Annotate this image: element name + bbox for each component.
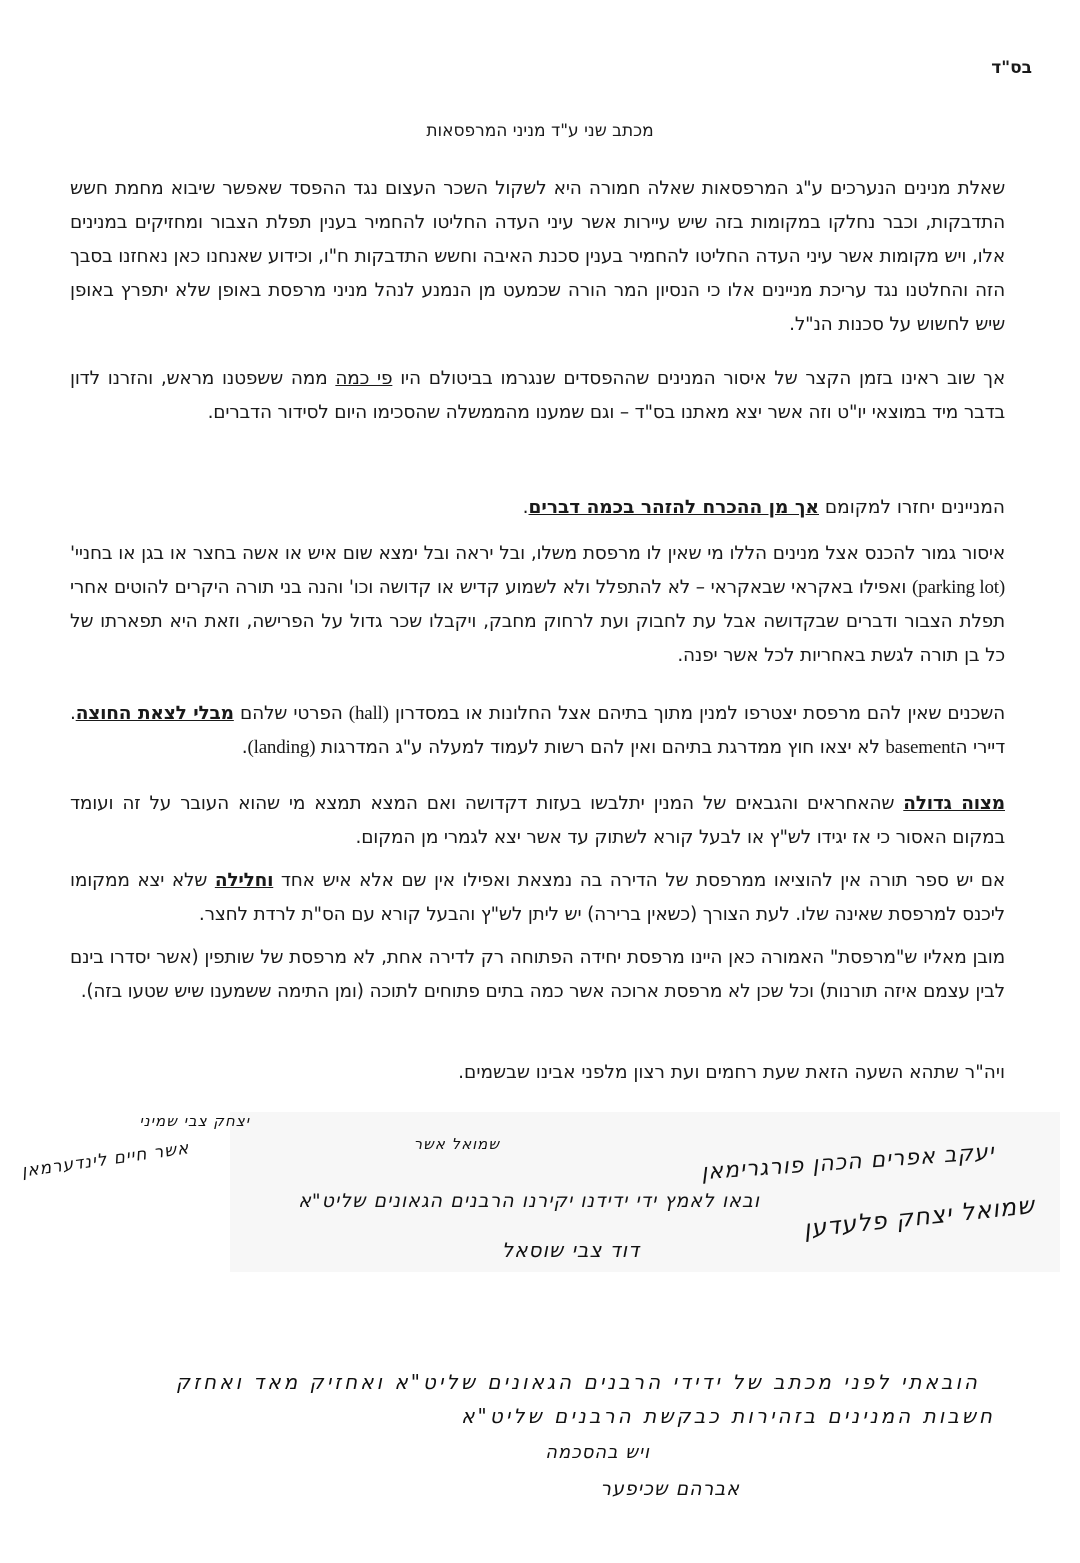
paragraph-9: ויה"ר שתהא השעה הזאת שעת רחמים ועת רצון מלפני אבינו שבשמים. xyxy=(458,1062,1005,1083)
p3-text-a: המניינים יחזרו למקומם xyxy=(819,497,1005,518)
p7-underlined: וחלילה xyxy=(214,870,274,891)
p2-text-a: אך שוב ראינו בזמן הקצר של איסור המנינים שההפסדים שנגרמו בביטולם היו xyxy=(392,368,1005,389)
endorsement-line-3: ויש בהסכמה xyxy=(545,1442,650,1463)
p4-text-b: ואפילו באקראי שבאקראי – לא להתפלל ולא לשמוע קדיש או קדושה וכו' והנה בני תורה היקרים להוטים אחרי תפלת הצבור ודברים שבקדושה אבל עת לחבוק ועת לרחוק מחבק, ויקבלו שכר גדול על הפרישה, וזאת היא תפארתו של כל בן תורה לגשת באחריות לכל אשר יפנה. xyxy=(70,577,1005,666)
signature-1: יעקב אפרים הכהן פורגרימאן xyxy=(700,1139,996,1186)
p4-text-a: איסור גמור להכנס אצל מנינים הללו מי שאין לו מרפסת משלו, ובל יראה ובל ימצא שום איש או אשה בחצר או בגן או בחניי' xyxy=(70,543,1005,564)
p4-english: (parking lot) xyxy=(912,577,1005,598)
p5-english-1: (hall) xyxy=(348,703,389,724)
endorsement-line-1: הובאתי לפני מכתב של ידידי הרבנים הגאונים שליט"א ואחזיק מאד ואחזק xyxy=(175,1370,980,1394)
paragraph-2 xyxy=(70,362,1005,430)
bsd-header: בס"ד xyxy=(991,58,1032,78)
paragraph-8: מובן מאליו ש"מרפסת" האמורה כאן היינו מרפסת יחידה הפתוחה רק לדירה אחת, לא מרפסת של שותפין (אשר יסדרו בינם לבין עצמם איזה תורנות) וכל שכן לא מרפסת ארוכה אשר כמה בתים פתוחים לתוכה (ומן התימה ששמענו שיש שטעו בזה). xyxy=(70,947,1005,1002)
p2-text-b: ממה ששפטנו מראש, והזרנו לדון בדבר מיד במוצאי יו"ט וזה אשר יצא מאתנו בס"ד – וגם שמענו מהממשלה שהסכימו היום לסידור הדברים. xyxy=(70,368,1005,423)
p5-english-3: (landing) xyxy=(247,737,316,758)
paragraph-3 xyxy=(523,497,1005,518)
signature-line-support: ובאו לאמץ ידי ידידנו יקירנו הרבנים הגאונים שליט"א xyxy=(298,1190,760,1212)
letter-title: מכתב שני ע"ד מניני המרפסאות xyxy=(426,121,654,141)
signature-3: שמואל אשר xyxy=(413,1135,500,1153)
signature-6: דוד צבי שוסאל xyxy=(501,1238,640,1262)
p5-text-b: הפרטי שלהם xyxy=(233,703,349,724)
paragraph-7 xyxy=(70,864,1005,932)
p5-english-2: basement xyxy=(885,737,956,758)
p7-text-b: שלא יצא ממקומו ליכנס למרפסת שאינה שלו. לעת הצורך (כשאין ברירה) יש ליתן לש"ץ והבעל קורא עם הס"ת לרדת לחצר. xyxy=(70,870,1005,925)
paragraph-5 xyxy=(70,697,1005,765)
paragraph-4 xyxy=(70,537,1005,673)
p7-text-a: אם יש ספר תורה אין להוציאו ממרפסת של הדירה בה נמצאת ואפילו אין שם אלא איש אחד xyxy=(273,870,1005,891)
p5-text-a: השכנים שאין להם מרפסת יצטרפו למנין מתוך בתיהם אצל החלונות או במסדרון xyxy=(388,703,1006,724)
endorsement-signature: אברהם שכיפער xyxy=(600,1478,740,1500)
signature-2: שמואל יצחק פלעדען xyxy=(801,1190,1036,1244)
p5-text-d: לא יצאו חוץ ממדרגת בתיהם ואין להם רשות לעמוד למעלה ע"ג המדרגות xyxy=(315,737,886,758)
p6-text-a: שהאחראים והגבאים של המנין יתלבשו בעזות דקדושה ואם המצא תמצא מי שהוא העובר על זה ועומד במקום האסור כי אז יגידו לש"ץ או לבעל קורא לשתוק עד אשר יצא לגמרי מן המקום. xyxy=(70,793,1005,848)
signature-5: אשר חיים לינדערמאן xyxy=(20,1138,191,1182)
p2-underlined: פי כמה xyxy=(335,368,393,389)
paragraph-1: שאלת מנינים הנערכים ע"ג המרפסאות שאלה חמורה היא לשקול השכר העצום נגד ההפסד שאפשר שיבוא מחמת חשש התדבקות, וכבר נחלקו במקומות בזה שיש עיירות אשר עיני העדה החליטו להחמיר בענין תפלת הצבור ומחזיקים במנינים אלו, ויש מקומות אשר עיני העדה החליטו להחמיר בענין סכנת האיבה וחשש התדבקות ח"ו, וכידוע שאנחנו כאן נאחזנו בסבך הזה והחלטנו נגד עריכת מניינים אלו כי הנסיון המר הורה שכמעט מן הנמנע לנהל מניני מרפסת באופן שלא יתפרץ באופן שיש לחשוש על סכנות הנ"ל. xyxy=(70,178,1005,335)
endorsement-line-2: חשבות המנינים בזהירות כבקשת הרבנים שליט"א xyxy=(461,1404,995,1428)
signature-4: יצחק צבי שמיני xyxy=(139,1112,250,1130)
p5-text-c: . דיירי ה xyxy=(70,703,1005,758)
p5-bold-underlined: מבלי לצאת החוצה xyxy=(75,703,234,724)
p3-text-b: . xyxy=(522,497,529,518)
p3-bold-underlined: אך מן ההכרח להזהר בכמה דברים xyxy=(528,497,819,518)
p6-bold-underlined: מצוה גדולה xyxy=(903,793,1005,814)
p5-text-e: . xyxy=(241,737,248,758)
paragraph-6 xyxy=(70,787,1005,855)
